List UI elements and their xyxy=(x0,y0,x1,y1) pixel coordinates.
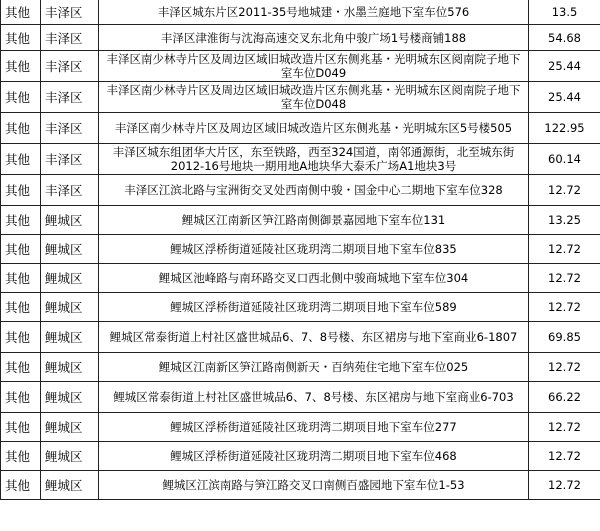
table-row xyxy=(1,413,600,442)
area-cell: 25.44 xyxy=(529,51,600,82)
district-cell: 丰泽区 xyxy=(41,175,99,206)
district-cell: 丰泽区 xyxy=(41,0,99,25)
area-cell: 12.72 xyxy=(529,471,600,500)
table-row xyxy=(1,175,600,206)
type-cell: 其他 xyxy=(1,206,41,235)
type-cell: 其他 xyxy=(1,25,41,51)
location-cell: 鲤城区常泰街道上村社区盛世城品6、7、8号楼、东区裙房与地下室商业6-1807 xyxy=(99,322,529,353)
location-cell: 鲤城区江南新区笋江路南侧新天・百纳苑住宅地下室车位025 xyxy=(99,353,529,382)
location-cell: 丰泽区城东组团华大片区，东至铁路，西至324国道，南邻通源街，北至城东街2012-16号地块一期用地A地块华大泰禾广场A1地块3号 xyxy=(99,144,529,175)
area-cell: 54.68 xyxy=(529,25,600,51)
type-cell: 其他 xyxy=(1,442,41,471)
location-cell: 丰泽区城东片区2011-35号地城建・水墨兰庭地下室车位576 xyxy=(99,0,529,25)
location-cell: 鲤城区浮桥街道延陵社区珑玥湾二期项目地下室车位468 xyxy=(99,442,529,471)
district-cell: 丰泽区 xyxy=(41,113,99,144)
type-cell: 其他 xyxy=(1,82,41,113)
location-cell: 鲤城区江滨南路与笋江路交叉口南侧百盛园地下室车位1-53 xyxy=(99,471,529,500)
area-cell: 13.5 xyxy=(529,0,600,25)
type-cell: 其他 xyxy=(1,175,41,206)
table-row xyxy=(1,382,600,413)
location-cell: 丰泽区津淮街与沈海高速交叉东北角中骏广场1号楼商铺188 xyxy=(99,25,529,51)
district-cell: 鲤城区 xyxy=(41,293,99,322)
type-cell: 其他 xyxy=(1,353,41,382)
district-cell: 丰泽区 xyxy=(41,25,99,51)
location-cell: 鲤城区浮桥街道延陵社区珑玥湾二期项目地下室车位589 xyxy=(99,293,529,322)
type-cell: 其他 xyxy=(1,382,41,413)
table-row xyxy=(1,0,600,25)
type-cell: 其他 xyxy=(1,144,41,175)
location-cell: 鲤城区江南新区笋江路南侧御景嘉园地下室车位131 xyxy=(99,206,529,235)
type-cell: 其他 xyxy=(1,0,41,25)
location-cell: 鲤城区常泰街道上村社区盛世城品6、7、8号楼、东区裙房与地下室商业6-703 xyxy=(99,382,529,413)
table-row xyxy=(1,113,600,144)
area-cell: 13.25 xyxy=(529,206,600,235)
location-cell: 丰泽区南少林寺片区及周边区域旧城改造片区东侧兆基・光明城东区阅南院子地下室车位D049 xyxy=(99,51,529,82)
district-cell: 丰泽区 xyxy=(41,82,99,113)
area-cell: 60.14 xyxy=(529,144,600,175)
district-cell: 鲤城区 xyxy=(41,235,99,264)
table-row xyxy=(1,51,600,82)
district-cell: 鲤城区 xyxy=(41,413,99,442)
area-cell: 12.72 xyxy=(529,353,600,382)
table-row xyxy=(1,353,600,382)
district-cell: 鲤城区 xyxy=(41,442,99,471)
type-cell: 其他 xyxy=(1,471,41,500)
area-cell: 12.72 xyxy=(529,413,600,442)
table-row xyxy=(1,144,600,175)
table-row xyxy=(1,293,600,322)
area-cell: 122.95 xyxy=(529,113,600,144)
type-cell: 其他 xyxy=(1,413,41,442)
type-cell: 其他 xyxy=(1,264,41,293)
location-cell: 鲤城区浮桥街道延陵社区珑玥湾二期项目地下室车位277 xyxy=(99,413,529,442)
type-cell: 其他 xyxy=(1,113,41,144)
location-cell: 丰泽区南少林寺片区及周边区域旧城改造片区东侧兆基・光明城东区5号楼505 xyxy=(99,113,529,144)
table-row xyxy=(1,82,600,113)
district-cell: 鲤城区 xyxy=(41,206,99,235)
area-cell: 12.72 xyxy=(529,293,600,322)
table-row xyxy=(1,206,600,235)
district-cell: 丰泽区 xyxy=(41,51,99,82)
location-cell: 丰泽区江滨北路与宝洲街交叉处西南侧中骏・国金中心二期地下室车位328 xyxy=(99,175,529,206)
district-cell: 鲤城区 xyxy=(41,264,99,293)
area-cell: 12.72 xyxy=(529,442,600,471)
area-cell: 12.72 xyxy=(529,175,600,206)
location-cell: 丰泽区南少林寺片区及周边区域旧城改造片区东侧兆基・光明城东区阅南院子地下室车位D048 xyxy=(99,82,529,113)
table-row xyxy=(1,471,600,500)
district-cell: 鲤城区 xyxy=(41,382,99,413)
district-cell: 丰泽区 xyxy=(41,144,99,175)
area-cell: 12.72 xyxy=(529,235,600,264)
area-cell: 12.72 xyxy=(529,264,600,293)
location-cell: 鲤城区浮桥街道延陵社区珑玥湾二期项目地下室车位835 xyxy=(99,235,529,264)
area-cell: 66.22 xyxy=(529,382,600,413)
type-cell: 其他 xyxy=(1,51,41,82)
table-row xyxy=(1,25,600,51)
area-cell: 25.44 xyxy=(529,82,600,113)
asset-table-body xyxy=(1,0,600,500)
district-cell: 鲤城区 xyxy=(41,471,99,500)
district-cell: 鲤城区 xyxy=(41,322,99,353)
table-row xyxy=(1,442,600,471)
table-row xyxy=(1,264,600,293)
type-cell: 其他 xyxy=(1,322,41,353)
district-cell: 鲤城区 xyxy=(41,353,99,382)
type-cell: 其他 xyxy=(1,293,41,322)
table-row xyxy=(1,322,600,353)
area-cell: 69.85 xyxy=(529,322,600,353)
type-cell: 其他 xyxy=(1,235,41,264)
table-row xyxy=(1,235,600,264)
location-cell: 鲤城区池峰路与南环路交叉口西北侧中骏商城地下室车位304 xyxy=(99,264,529,293)
